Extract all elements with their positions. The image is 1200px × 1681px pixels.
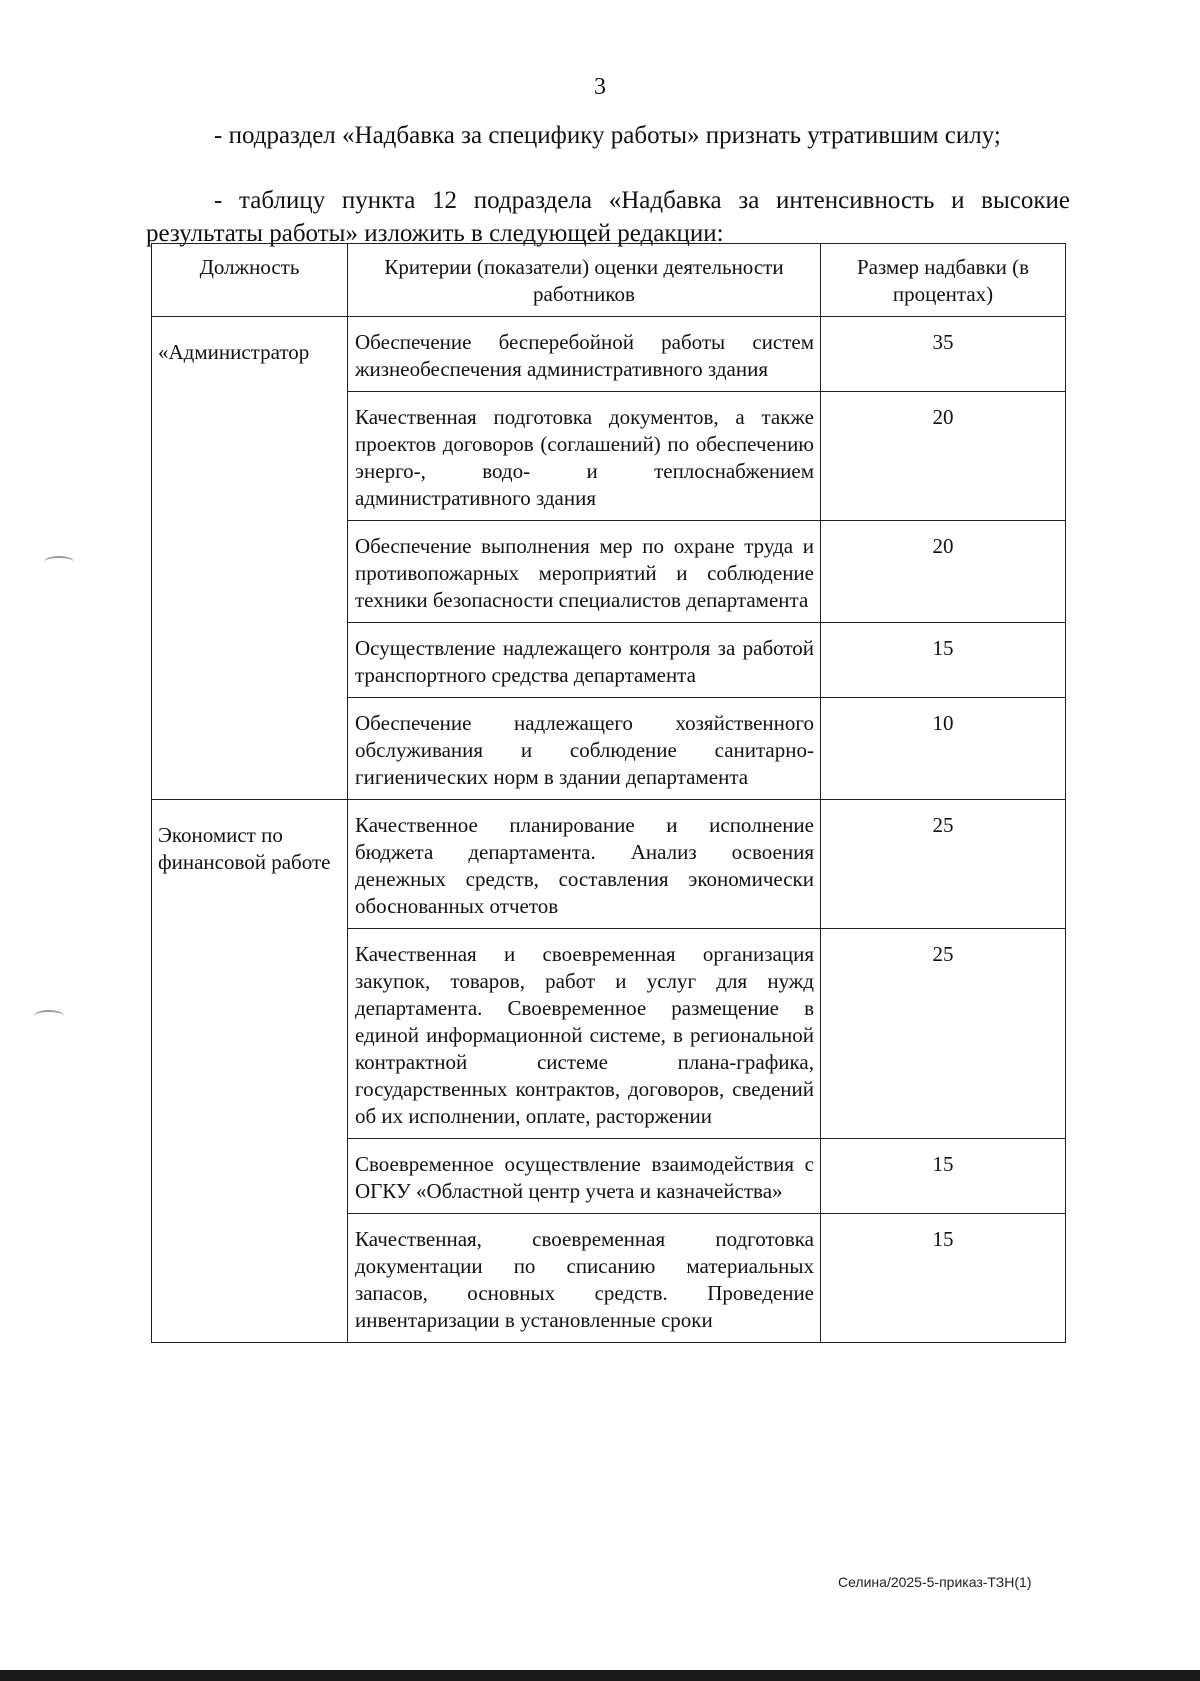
bonus-value-cell: 20 [821, 521, 1066, 623]
bonus-criteria-table [151, 243, 1066, 1343]
criterion-cell: Обеспечение выполнения мер по охране труда и противопожарных мероприятий и соблюдение техники безопасности специалистов департамента [348, 521, 821, 623]
paragraph-1 [146, 119, 1070, 152]
position-cell: «Администратор [152, 317, 348, 800]
scan-bottom-bar [0, 1670, 1200, 1681]
criterion-cell: Качественная подготовка документов, а также проектов договоров (соглашений) по обеспечению энерго-, водо- и теплоснабжением административного здания [348, 392, 821, 521]
criterion-cell: Качественное планирование и исполнение бюджета департамента. Анализ освоения денежных средств, составления экономически обоснованных отчетов [348, 800, 821, 929]
header-criteria: Критерии (показатели) оценки деятельности работников [348, 244, 821, 317]
file-reference: Селина/2025-5-приказ-ТЗН(1) [838, 1574, 1032, 1590]
table-row [152, 317, 1066, 392]
scan-mark [34, 1010, 64, 1022]
criterion-cell: Осуществление надлежащего контроля за работой транспортного средства департамента [348, 623, 821, 698]
position-cell: Экономист по финансовой работе [152, 800, 348, 1343]
bonus-value-cell: 15 [821, 1139, 1066, 1214]
table-row [152, 800, 1066, 929]
bonus-value-cell: 20 [821, 392, 1066, 521]
paragraph-2 [146, 184, 1070, 250]
paragraph-1-text: - подраздел «Надбавка за специфику работы» признать утратившим силу; [214, 122, 1001, 149]
header-bonus-size: Размер надбавки (в процентах) [821, 244, 1066, 317]
header-position: Должность [152, 244, 348, 317]
bonus-value-cell: 15 [821, 1214, 1066, 1343]
scan-mark [44, 556, 74, 568]
bonus-value-cell: 15 [821, 623, 1066, 698]
criterion-cell: Своевременное осуществление взаимодействия с ОГКУ «Областной центр учета и казначейства» [348, 1139, 821, 1214]
criterion-cell: Качественная и своевременная организация закупок, товаров, работ и услуг для нужд департамента. Своевременное размещение в единой информационной системе, в региональной контрактной системе плана-графика, государственных контрактов, договоров, сведений об их исполнении, оплате, расторжении [348, 929, 821, 1139]
bonus-value-cell: 10 [821, 698, 1066, 800]
criterion-cell: Обеспечение бесперебойной работы систем жизнеобеспечения административного здания [348, 317, 821, 392]
criterion-cell: Качественная, своевременная подготовка документации по списанию материальных запасов, основных средств. Проведение инвентаризации в установленные сроки [348, 1214, 821, 1343]
criterion-cell: Обеспечение надлежащего хозяйственного обслуживания и соблюдение санитарно-гигиенических норм в здании департамента [348, 698, 821, 800]
page-number: 3 [594, 74, 606, 100]
paragraph-2-text: - таблицу пункта 12 подраздела «Надбавка за интенсивность и высокие результаты работы» изложить в следующей редакции: [146, 187, 1070, 247]
bonus-value-cell: 35 [821, 317, 1066, 392]
table-header-row [152, 244, 1066, 317]
bonus-value-cell: 25 [821, 929, 1066, 1139]
bonus-value-cell: 25 [821, 800, 1066, 929]
